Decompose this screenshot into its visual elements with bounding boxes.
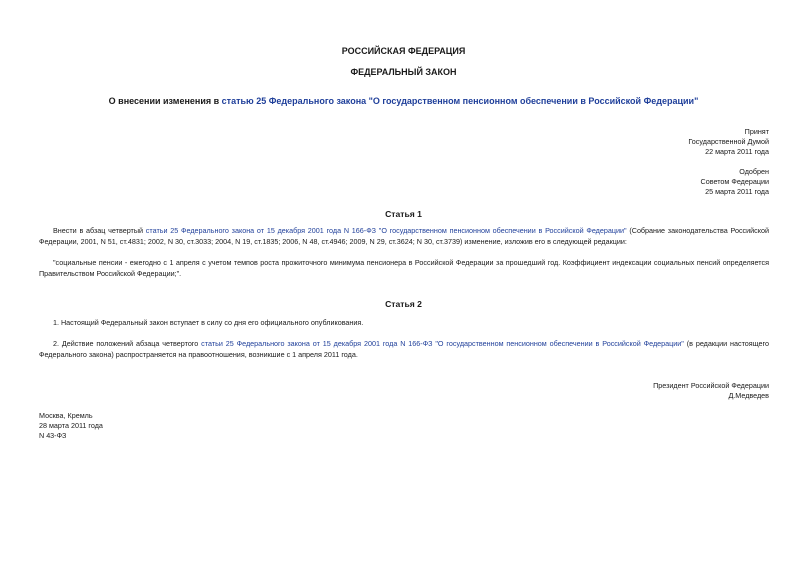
signature-name: Д.Медведев <box>728 391 769 400</box>
article1-heading: Статья 1 <box>385 209 422 219</box>
article2-p2-link[interactable]: статьи 25 Федерального закона от 15 декабря 2001 года N 166-ФЗ "О государственном пенсионном обеспечении в Российской Федерации" <box>201 339 684 348</box>
law-title-link[interactable]: статью 25 Федерального закона "О государственном пенсионном обеспечении в Российской Федерации" <box>221 96 699 106</box>
article1-p1-suffix: (Собрание законодательства Российской Федерации, 2001, N 51, ст.4831; 2002, N 30, ст.3033; 2004, N 19, ст.1835; 2006, N 48, ст.4946; 2009, N 29, ст.3624; N 30, ст.3739) изменение, изложив его в следующей редакции: <box>39 226 769 246</box>
adopted-block <box>688 127 769 157</box>
adopted-date: 22 марта 2011 года <box>705 147 769 156</box>
law-title <box>0 96 807 106</box>
place-city: Москва, Кремль <box>39 411 93 420</box>
place-block <box>39 411 103 441</box>
law-title-prefix: О внесении изменения в <box>108 96 222 106</box>
article2-p1-text: 1. Настоящий Федеральный закон вступает в силу со дня его официального опубликования. <box>53 318 364 327</box>
country-heading: РОССИЙСКАЯ ФЕДЕРАЦИЯ <box>341 46 466 56</box>
doc-type-heading: ФЕДЕРАЛЬНЫЙ ЗАКОН <box>350 67 457 77</box>
article2-paragraph1 <box>39 318 769 329</box>
article2-heading: Статья 2 <box>385 299 422 309</box>
article2-p2-suffix: (в редакции настоящего Федерального закона) распространяется на правоотношения, возникшие с 1 апреля 2011 года. <box>39 339 769 359</box>
approved-line1: Одобрен <box>739 167 769 176</box>
adopted-line2: Государственной Думой <box>688 137 769 146</box>
article1-p1-prefix: Внести в абзац четвертый <box>53 226 146 235</box>
signature-title: Президент Российской Федерации <box>653 381 769 390</box>
article1-paragraph2 <box>39 258 769 280</box>
adopted-line1: Принят <box>744 127 769 136</box>
article1-paragraph1 <box>39 226 769 248</box>
article1-p1-link[interactable]: статьи 25 Федерального закона от 15 декабря 2001 года N 166-ФЗ "О государственном пенсионном обеспечении в Российской Федерации" <box>145 226 627 235</box>
signature-block <box>653 381 769 401</box>
approved-date: 25 марта 2011 года <box>705 187 769 196</box>
article2-paragraph2 <box>39 339 769 361</box>
law-number: N 43-ФЗ <box>39 431 67 440</box>
article1-p2-text: "социальные пенсии - ежегодно с 1 апреля с учетом темпов роста прожиточного минимума пенсионера в Российской Федерации за прошедший год. Коэффициент индексации социальных пенсий определяется Правительством Российской Федерации;". <box>39 258 769 278</box>
place-date: 28 марта 2011 года <box>39 421 103 430</box>
article2-p2-prefix: 2. Действие положений абзаца четвертого <box>53 339 202 348</box>
approved-line2: Советом Федерации <box>700 177 769 186</box>
approved-block <box>701 167 769 197</box>
